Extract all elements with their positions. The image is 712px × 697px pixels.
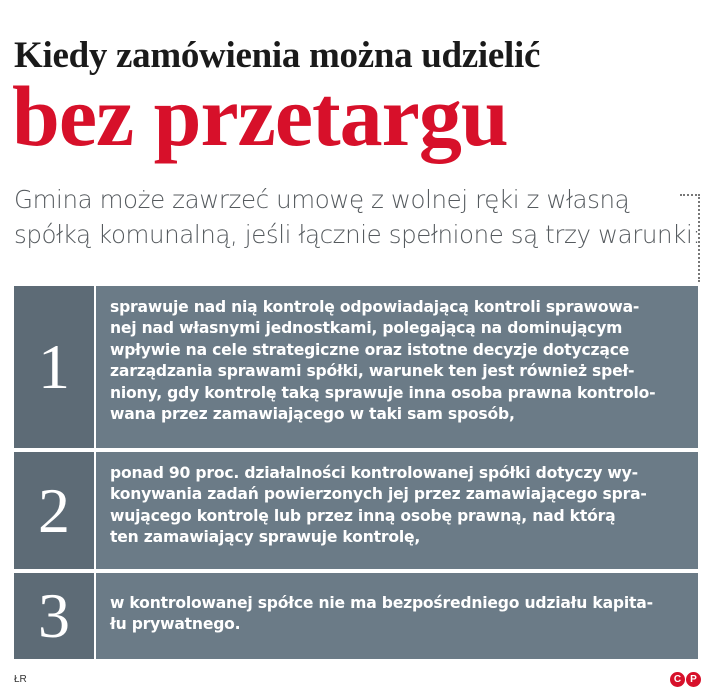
condition-text-line: ponad 90 proc. działalności kontrolowanej spółki dotyczy wy- <box>110 464 638 482</box>
intro-paragraph <box>14 182 704 252</box>
condition-text-line: zarządzania sprawami spółki, warunek ten jest również speł- <box>110 362 635 381</box>
condition-row-2 <box>14 452 698 569</box>
headline-line-2: bez przetargu <box>12 68 508 164</box>
condition-text-line: wpływie na cele strategiczne oraz istotne decyzje dotyczące <box>110 340 630 359</box>
condition-row-1 <box>14 286 698 448</box>
dotted-bracket-decoration <box>680 194 700 282</box>
condition-text-line: w kontrolowanej spółce nie ma bezpośredniego udziału kapita- <box>110 594 653 612</box>
condition-text-line: nej nad własnymi jednostkami, polegającą na dominującym <box>110 319 623 338</box>
condition-text-line: niony, gdy kontrolę taką sprawuje inna osoba prawna kontrolo- <box>110 383 656 402</box>
condition-text-line: ten zamawiający sprawuje kontrolę, <box>110 528 421 547</box>
condition-text-line: wującego kontrolę lub przez inną osobę prawną, nad którą <box>110 506 616 525</box>
author-credit: ŁR <box>14 674 27 685</box>
intro-line: spółką komunalną, jeśli łącznie spełnione są trzy warunki: <box>14 220 701 249</box>
condition-number: 2 <box>14 452 94 569</box>
condition-number: 1 <box>14 286 94 448</box>
condition-number: 3 <box>14 573 94 659</box>
condition-text <box>96 286 698 448</box>
logo-p-icon: P <box>686 672 701 687</box>
intro-line: Gmina może zawrzeć umowę z wolnej ręki z własną <box>14 185 630 214</box>
logo-c-icon: C <box>670 672 685 687</box>
condition-text-line: łu prywatnego. <box>110 615 241 634</box>
condition-text-line: wana przez zamawiającego w taki sam sposób, <box>110 405 515 424</box>
condition-text-line: sprawuje nad nią kontrolę odpowiadającą kontroli sprawowa- <box>110 298 640 316</box>
headline-line-1: Kiedy zamówienia można udzielić <box>14 35 541 76</box>
condition-text-line: konywania zadań powierzonych jej przez zamawiającego spra- <box>110 485 647 504</box>
condition-row-3 <box>14 573 698 659</box>
publisher-logo <box>670 672 701 687</box>
condition-text <box>96 452 698 569</box>
condition-text <box>96 573 698 659</box>
